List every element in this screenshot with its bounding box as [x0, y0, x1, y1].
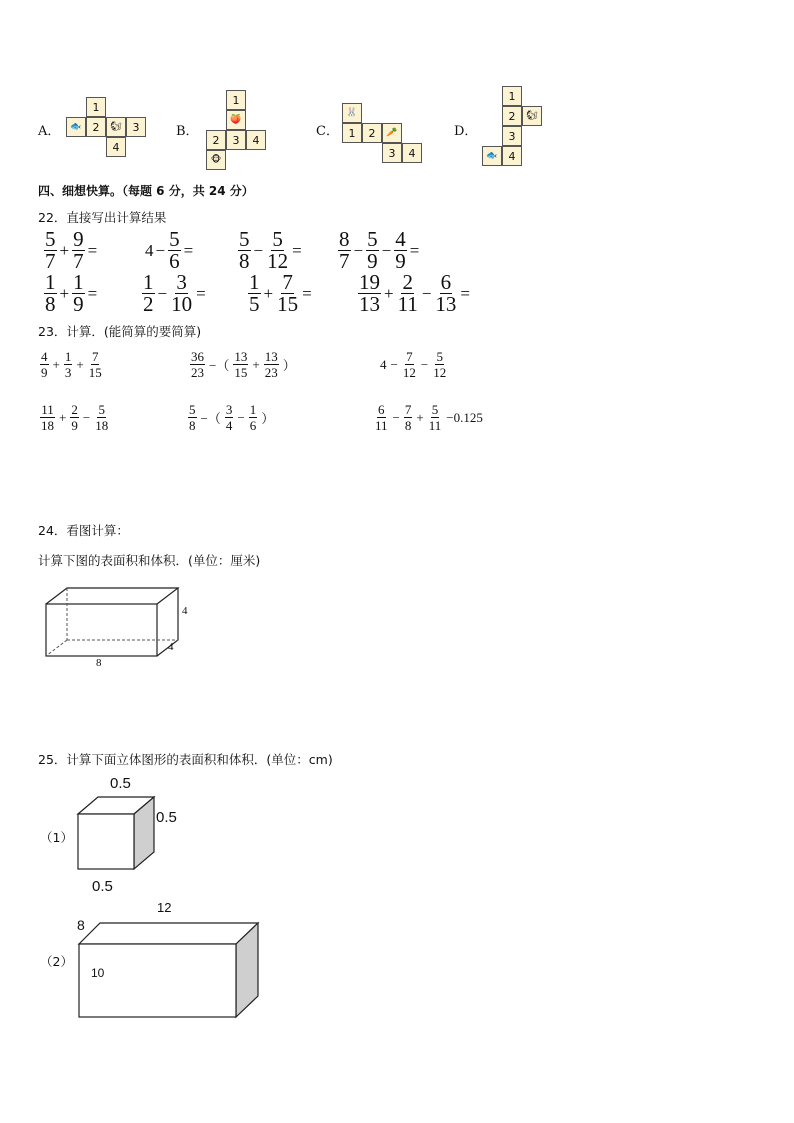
- net-cell: 4: [106, 137, 126, 157]
- net-cell: 1: [502, 86, 522, 106]
- fig2-left-label: 8: [77, 917, 85, 933]
- q23-expr-3: 4 − $\frac{7}{12}$ − $\frac{5}{12}$: [380, 349, 447, 380]
- q23-expr-6: $\frac{6}{11}$ − $\frac{7}{8}$ + $\frac{5}{11}$ −0.125: [375, 402, 483, 433]
- cuboid-front-face: [46, 604, 157, 656]
- net-cell: 3: [126, 117, 146, 137]
- hidden-edge: [46, 640, 67, 656]
- cuboid-figure: [40, 584, 200, 674]
- q22-expr: $\frac{19}{13}$ + $\frac{2}{11}$ − $\frac{6}{13}$ =: [359, 270, 471, 316]
- dim-height: 4: [182, 605, 188, 617]
- box-front-face: [79, 944, 236, 1017]
- monkey-picture-icon: 🐵: [206, 150, 226, 170]
- net-cell: 2: [86, 117, 106, 137]
- cube-front-face: [78, 814, 134, 869]
- fig2-label: （2）: [40, 954, 73, 969]
- q23-expr-1: $\frac{4}{9}$ + $\frac{1}{3}$ + $\frac{7}{15}$: [41, 349, 102, 380]
- fish-picture-icon: 🐟: [482, 146, 502, 166]
- q25-title: 25．计算下面立体图形的表面积和体积．(单位：cm): [38, 752, 333, 767]
- net-cell: 1: [86, 97, 106, 117]
- net-cell: 2: [206, 130, 226, 150]
- fig2-top-label: 12: [157, 900, 172, 915]
- fig1-label: （1）: [40, 830, 73, 845]
- q22-expr: 4 − $\frac{5}{6}$ =: [145, 227, 194, 273]
- net-cell: 4: [246, 130, 266, 150]
- net-cell: 2: [502, 106, 522, 126]
- dim-length: 8: [96, 657, 102, 669]
- fig2-front-label: 10: [91, 966, 105, 980]
- q23-expr-2: $\frac{36}{23}$ −（ $\frac{13}{15}$ + $\frac{13}{23}$ ）: [191, 349, 296, 380]
- squirrel-picture-icon: 🐿: [522, 106, 542, 126]
- q22-expr: $\frac{1}{2}$ − $\frac{3}{10}$ =: [143, 270, 206, 316]
- net-cell: 2: [362, 123, 382, 143]
- option-d-label: D．: [454, 124, 478, 139]
- q23-title: 23．计算．(能简算的要简算): [38, 324, 202, 339]
- q23-expr-4: $\frac{11}{18}$ + $\frac{2}{9}$ − $\frac{5}{18}$: [41, 402, 109, 433]
- net-cell: 3: [502, 126, 522, 146]
- squirrel-picture-icon: 🐿: [106, 117, 126, 137]
- fig1-bottom-label: 0.5: [92, 878, 113, 895]
- q22-expr: $\frac{1}{5}$ + $\frac{7}{15}$ =: [249, 270, 312, 316]
- q22-title: 22．直接写出计算结果: [38, 210, 167, 225]
- net-cell: 1: [226, 90, 246, 110]
- fish-picture-icon: 🐟: [66, 117, 86, 137]
- fig1-right-label: 0.5: [156, 809, 177, 826]
- cuboid-top-edges: [46, 588, 178, 604]
- q24-title: 24．看图计算：: [38, 523, 129, 538]
- q24-subtitle: 计算下图的表面积和体积．(单位：厘米): [38, 553, 261, 568]
- net-cell: 4: [502, 146, 522, 166]
- option-c-label: C．: [316, 124, 339, 139]
- q22-expr: $\frac{5}{7}$ + $\frac{9}{7}$ =: [45, 227, 98, 273]
- q23-expr-5: $\frac{5}{8}$ −（ $\frac{3}{4}$ − $\frac{1}{6}$ ）: [189, 402, 275, 433]
- net-cell: 4: [402, 143, 422, 163]
- net-cell: 3: [226, 130, 246, 150]
- option-a-label: A．: [38, 124, 61, 139]
- section-heading: 四、细想快算。（每题 6 分，共 24 分）: [38, 184, 254, 198]
- rabbit-picture-icon: 🐰: [342, 103, 362, 123]
- box-top-face: [79, 923, 258, 944]
- dim-width: 4: [168, 641, 174, 653]
- net-cell: 3: [382, 143, 402, 163]
- q22-expr: $\frac{8}{7}$ − $\frac{5}{9}$ − $\frac{4}{9}$ =: [339, 227, 420, 273]
- option-b-label: B．: [176, 124, 199, 139]
- cube-figure: [74, 794, 160, 872]
- peach-picture-icon: 🍑: [226, 110, 246, 130]
- q22-expr: $\frac{1}{8}$ + $\frac{1}{9}$ =: [45, 270, 98, 316]
- carrot-picture-icon: 🥕: [382, 123, 402, 143]
- q22-expr: $\frac{5}{8}$ − $\frac{5}{12}$ =: [239, 227, 302, 273]
- fig1-top-label: 0.5: [110, 775, 131, 792]
- net-cell: 1: [342, 123, 362, 143]
